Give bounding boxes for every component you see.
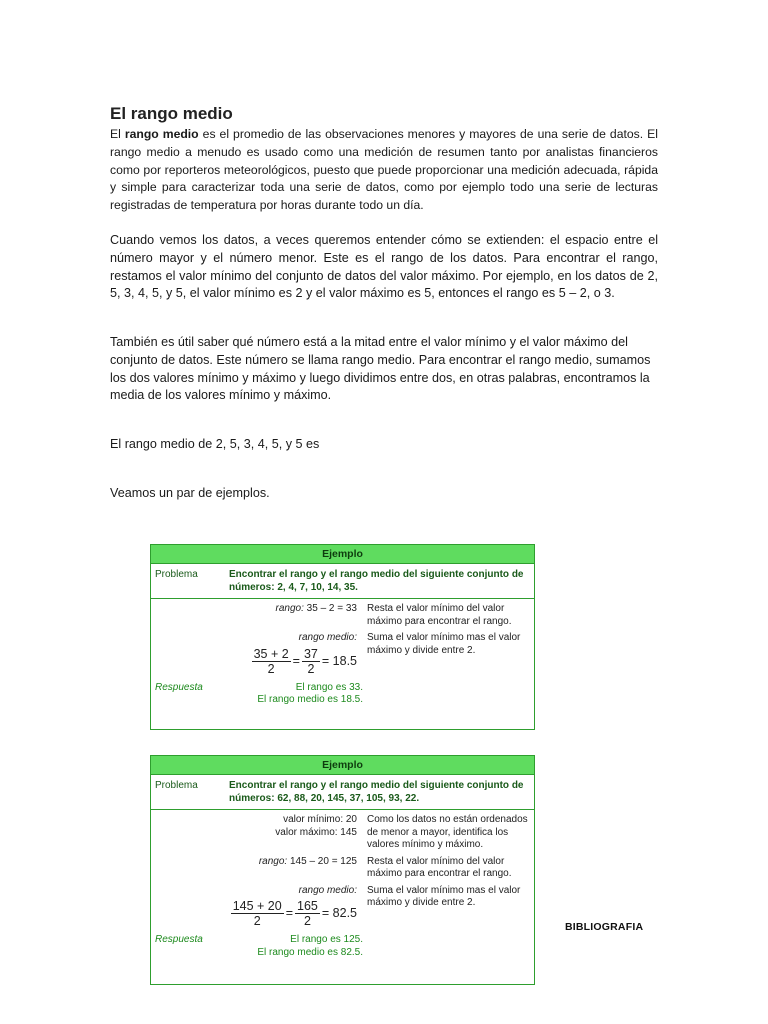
min-value: valor mínimo: 20	[283, 814, 357, 825]
example-2-box	[150, 755, 535, 985]
minmax-note: Como los datos no están ordenados de menor a mayor, identifica los valores mínimo y máximo.	[367, 814, 528, 850]
intro-term: rango medio	[124, 127, 199, 141]
problem-label: Problema	[155, 569, 198, 580]
answer-midrange: El rango medio es 82.5.	[257, 946, 363, 958]
range-label: rango:	[275, 603, 304, 614]
problem-text: Encontrar el rango y el rango medio del siguiente conjunto de números: 2, 4, 7, 10, 14, 35.	[229, 569, 524, 593]
max-value: valor máximo: 145	[275, 826, 357, 838]
answer-range: El rango es 33.	[295, 681, 363, 693]
fraction-sum: $\frac{35 + 2}{2}$	[253, 646, 289, 676]
fraction-total: $\frac{37}{2}$	[303, 646, 318, 676]
range-expression: 145 – 20 = 125	[289, 855, 357, 867]
intro-paragraph	[110, 126, 658, 215]
example-2-minmax-step	[151, 814, 534, 852]
range-paragraph: Cuando vemos los datos, a veces queremos entender cómo se extienden: el espacio entre el número mayor y el número menor. Este es el rango de los datos. Para encontrar el rango, restamos el valor mínimo del conjunto de datos del valor máximo. Por ejemplo, en los datos de 2, 5, 3, 4, 5, y 5, el valor mínimo es 2 y el valor máximo es 5, entonces el rango es 5 – 2, o 3.	[110, 233, 658, 301]
example-2-midrange-step	[151, 885, 534, 929]
example-1-midrange-step	[151, 632, 534, 676]
range-label: rango:	[258, 855, 288, 867]
problem-text: Encontrar el rango y el rango medio del siguiente conjunto de números: 62, 88, 20, 145, 37, 105, 93, 22.	[229, 780, 524, 804]
example-1-range-step	[151, 603, 534, 628]
midrange-label: rango medio:	[298, 884, 357, 896]
answer-label: Respuesta	[155, 681, 203, 693]
intro-prefix: El	[110, 127, 125, 141]
midrange-result: = 18.5	[321, 653, 357, 668]
fraction-sum: $\frac{145 + 20}{2}$	[232, 899, 282, 928]
intro-text: es el promedio de las observaciones menores y mayores de una serie de datos. El rango medio a menudo es usado como una medición de resumen tanto por analistas financieros como por reporteros meteorológicos, puesto que puede proporcionar una medición adecuada, rápida y simple para caracterizar toda una serie de datos, como por ejemplo todo una serie de lecturas registradas de temperatura por horas durante todo un día.	[110, 127, 658, 213]
range-note: Resta el valor mínimo del valor máximo para encontrar el rango.	[367, 855, 512, 879]
bibliography-heading: BIBLIOGRAFIA	[565, 921, 644, 933]
answer-label: Respuesta	[155, 934, 203, 945]
midrange-formula: $\frac{145 + 20}{2}$ = $\frac{165}{2}$ = 82.5	[232, 899, 357, 928]
example-2-answer-row	[151, 934, 534, 959]
midrange-label: rango medio:	[298, 632, 357, 643]
example-2-range-step	[151, 856, 534, 881]
midrange-result: = 82.5	[321, 906, 357, 921]
fraction-total: $\frac{165}{2}$	[297, 899, 318, 928]
page-title: El rango medio	[110, 104, 233, 123]
example-2-problem-row	[151, 775, 534, 810]
problem-label: Problema	[155, 780, 198, 791]
midrange-note: Suma el valor mínimo mas el valor máximo y divide entre 2.	[367, 884, 521, 908]
example-1-answer-row	[151, 682, 534, 707]
answer-range: El rango es 125.	[290, 934, 363, 945]
midrange-formula: $\frac{35 + 2}{2}$ = $\frac{37}{2}$ = 18.5	[253, 646, 357, 676]
example-1-box	[150, 544, 535, 730]
midrange-example-sentence: El rango medio de 2, 5, 3, 4, 5, y 5 es	[110, 437, 320, 451]
midrange-paragraph: También es útil saber qué número está a la mitad entre el valor mínimo y el valor máximo del conjunto de datos. Este número se llama rango medio. Para encontrar el rango medio, sumamos los dos valores mínimo y máximo y luego dividimos entre dos, en otras palabras, encontramos la media de los valores mínimo y máximo.	[110, 335, 651, 403]
answer-midrange: El rango medio es 18.5.	[257, 694, 363, 705]
range-note: Resta el valor mínimo del valor máximo para encontrar el rango.	[367, 603, 512, 627]
midrange-note: Suma el valor mínimo mas el valor máximo y divide entre 2.	[367, 632, 521, 656]
range-expression: 35 – 2 = 33	[306, 603, 357, 614]
example-2-header: Ejemplo	[151, 756, 534, 775]
example-1-problem-row	[151, 564, 534, 599]
example-1-header: Ejemplo	[151, 545, 534, 564]
examples-intro: Veamos un par de ejemplos.	[110, 486, 270, 500]
